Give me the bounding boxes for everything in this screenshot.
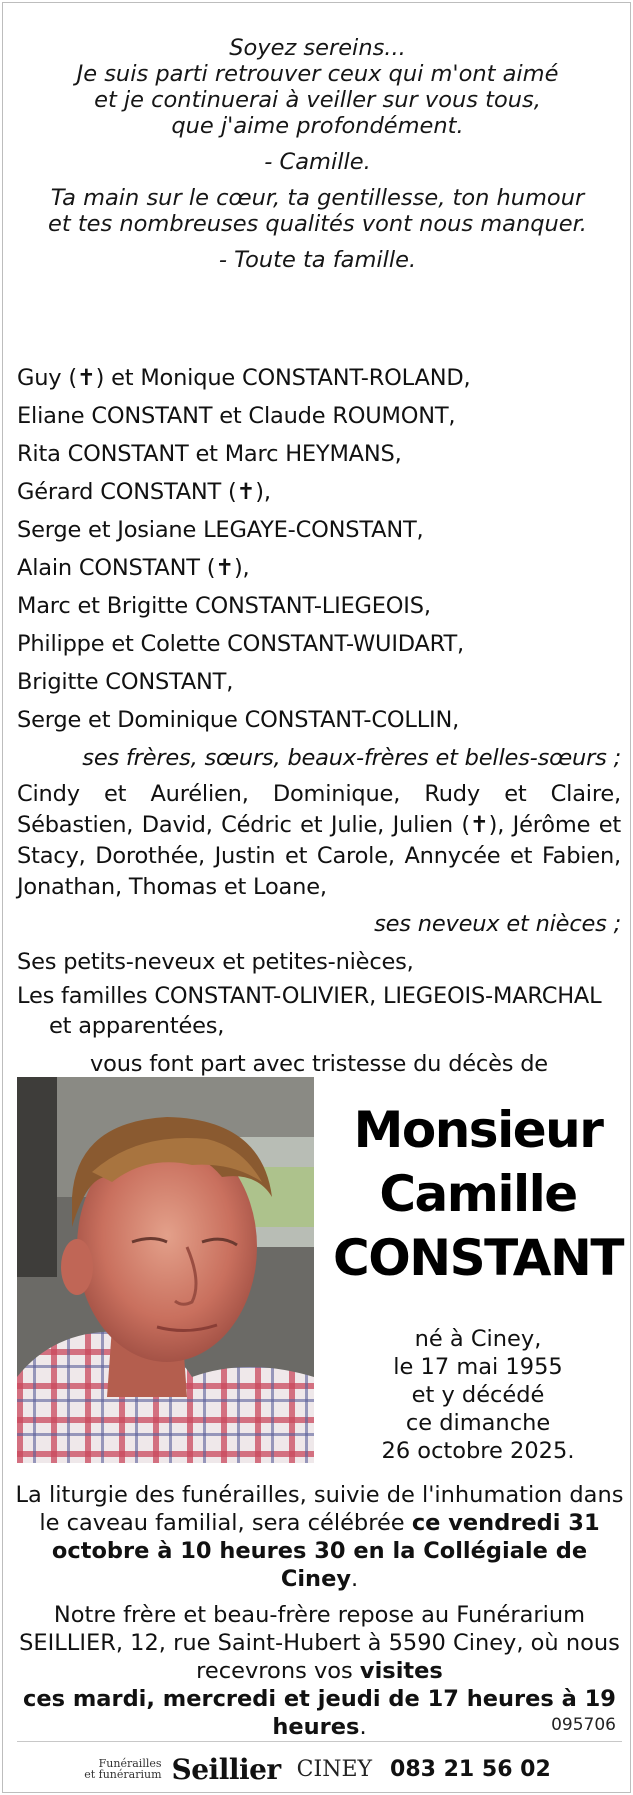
poem-line: Je suis parti retrouver ceux qui m'ont aimé <box>76 61 559 87</box>
portrait-photo <box>17 1077 314 1463</box>
poem-signature: - Toute ta famille. <box>218 247 417 273</box>
liturgy-paragraph <box>13 1481 626 1593</box>
funeral-home-footer <box>3 1751 632 1787</box>
family-line: Serge et Josiane LEGAYE-CONSTANT, <box>17 517 424 543</box>
footer-tagline-line: Funérailles <box>98 1757 162 1770</box>
family-line: Alain CONSTANT (✝), <box>17 555 250 581</box>
liturgy-datetime: ce vendredi 31 octobre à 10 heures 30 en la Collégiale de Ciney <box>51 1510 600 1592</box>
detail-line: né à Ciney, <box>414 1326 542 1352</box>
divider <box>17 1741 622 1742</box>
family-line: Marc et Brigitte CONSTANT-LIEGEOIS, <box>17 593 431 619</box>
reference-number: 095706 <box>551 1715 616 1735</box>
obituary-notice <box>2 2 631 1793</box>
poem-line: Soyez sereins... <box>229 35 406 61</box>
visitation-text: Notre frère et beau-frère repose au Funérarium SEILLIER, 12, rue Saint-Hubert à 5590 Ciney, où nous recevrons vos <box>19 1602 620 1684</box>
funeral-info <box>13 1481 626 1741</box>
punct: . <box>351 1566 359 1592</box>
family-line: Gérard CONSTANT (✝), <box>17 479 271 505</box>
deceased-title-line: Monsieur <box>353 1101 603 1159</box>
detail-line: et y décédé <box>411 1382 545 1408</box>
poem-line: et je continuerai à veiller sur vous tous, <box>94 87 541 113</box>
family-line: Brigitte CONSTANT, <box>17 669 234 695</box>
detail-line: ce dimanche <box>405 1410 551 1436</box>
family-line: Philippe et Colette CONSTANT-WUIDART, <box>17 631 464 657</box>
announcement: vous font part avec tristesse du décès de <box>90 1051 548 1077</box>
poem-line: Ta main sur le cœur, ta gentillesse, ton humour <box>50 185 585 211</box>
family-line: Ses petits-neveux et petites-nièces, <box>17 949 414 975</box>
poem-line: que j'aime profondément. <box>171 113 464 139</box>
deceased-title-line: CONSTANT <box>333 1229 623 1287</box>
visitation-paragraph <box>13 1601 626 1741</box>
family-line: Eliane CONSTANT et Claude ROUMONT, <box>17 403 456 429</box>
visitation-times: ces mardi, mercredi et jeudi de 17 heures à 19 heures <box>23 1686 616 1740</box>
family-line: Guy (✝) et Monique CONSTANT-ROLAND, <box>17 365 471 391</box>
funeral-home-phone: 083 21 56 02 <box>390 1756 551 1782</box>
detail-line: le 17 mai 1955 <box>393 1354 563 1380</box>
funeral-home-city: CINEY <box>296 1756 373 1782</box>
poem <box>3 35 632 273</box>
deceased-title-line: Camille <box>379 1165 577 1223</box>
family-line: Rita CONSTANT et Marc HEYMANS, <box>17 441 402 467</box>
family-list <box>17 359 621 1083</box>
detail-line: 26 octobre 2025. <box>381 1438 575 1464</box>
birth-death-details <box>333 1325 623 1465</box>
deceased-name <box>333 1098 623 1290</box>
liturgy-text: La liturgie des funérailles, suivie de l'inhumation dans le caveau familial, sera célébrée <box>15 1482 624 1536</box>
family-role: ses neveux et nièces ; <box>374 911 621 937</box>
punct: . <box>359 1714 367 1740</box>
footer-tagline <box>84 1758 161 1780</box>
poem-line: et tes nombreuses qualités vont nous manquer. <box>48 211 587 237</box>
visitation-word: visites <box>359 1658 443 1684</box>
funeral-home-brand: Seillier <box>171 1752 281 1786</box>
poem-signature: - Camille. <box>264 149 371 175</box>
family-role: ses frères, sœurs, beaux-frères et belles-sœurs ; <box>82 745 621 771</box>
footer-tagline-line: et funérarium <box>84 1768 162 1781</box>
family-line: Les familles CONSTANT-OLIVIER, LIEGEOIS-MARCHAL <box>17 983 602 1009</box>
family-line: Serge et Dominique CONSTANT-COLLIN, <box>17 707 460 733</box>
nephews-list: Cindy et Aurélien, Dominique, Rudy et Claire, Sébastien, David, Cédric et Julie, Julien (✝), Jérôme et Stacy, Dorothée, Justin et Carole, Annycée et Fabien, Jonathan, Thomas et Loane, <box>17 781 621 900</box>
family-line: et apparentées, <box>49 1013 225 1039</box>
